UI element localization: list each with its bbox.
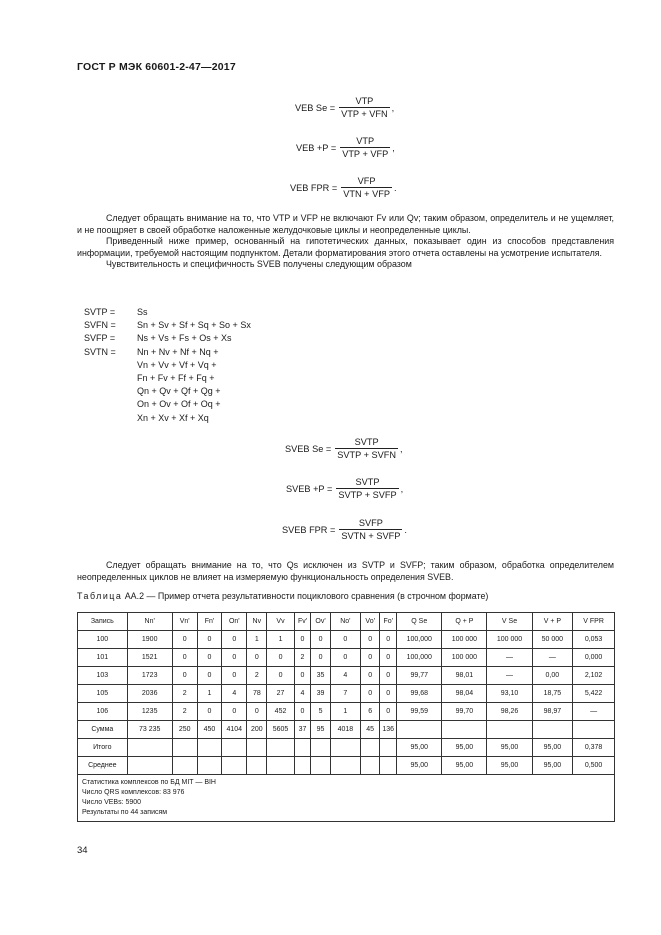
column-header: Запись (78, 613, 128, 631)
results-table (77, 612, 615, 822)
definition-row (84, 306, 251, 319)
table-cell: 93,10 (487, 685, 532, 703)
fraction-numerator: VFP (357, 176, 376, 186)
table-cell: 250 (172, 721, 197, 739)
table-cell: 4018 (330, 721, 360, 739)
table-cell: 99,59 (397, 703, 442, 721)
paragraph: Приведенный ниже пример, основанный на гипотетических данных, показывает один из способов представления информации, требуемой настоящим подпунктом. Детали форматирования этого отчета оставлены на усмотрение испытателя. (77, 236, 614, 258)
table-cell (172, 757, 197, 775)
paragraph: Следует обращать внимание на то, что Qs исключен из SVTP и SVFP; таким образом, обработка определителем неопределенных циклов не влияет на измеряемую функциональность определения SVEB. (77, 560, 614, 582)
table-cell: 0 (247, 703, 267, 721)
definition-key (84, 385, 137, 398)
table-caption-text: АА.2 — Пример отчета результативности поциклового сравнения (в строчном формате) (124, 591, 489, 601)
formula-punctuation: . (404, 524, 407, 535)
table-cell: 0 (267, 649, 294, 667)
table-cell (573, 721, 615, 739)
table-cell (330, 739, 360, 757)
table-cell: 2 (172, 685, 197, 703)
fraction (336, 477, 398, 500)
table-row (78, 631, 615, 649)
table-cell: 0 (380, 685, 397, 703)
table-caption-word: Таблица (77, 591, 123, 601)
definition-key (84, 359, 137, 372)
column-header: Nn' (127, 613, 172, 631)
formula-punctuation: . (393, 182, 397, 193)
definition-key (84, 398, 137, 411)
statistics-cell (78, 775, 615, 822)
column-header: Vo' (361, 613, 380, 631)
formula-punctuation: , (400, 483, 404, 494)
table-cell: 27 (267, 685, 294, 703)
table-cell: 99,77 (397, 667, 442, 685)
column-header: Nv (247, 613, 267, 631)
fraction (341, 176, 392, 199)
table-cell: 0 (247, 649, 267, 667)
table-cell: 6 (361, 703, 380, 721)
table-cell: 0 (330, 631, 360, 649)
table-cell: 98,26 (487, 703, 532, 721)
definition-row (84, 398, 251, 411)
table-cell: 1 (267, 631, 294, 649)
formula (296, 136, 395, 159)
table-cell: 106 (78, 703, 128, 721)
table-cell: 2 (172, 703, 197, 721)
definition-expression: Ss (137, 307, 148, 317)
table-cell: 78 (247, 685, 267, 703)
formula-lhs: SVEB +P = (286, 483, 333, 494)
table-cell: 0 (267, 667, 294, 685)
table-row (78, 667, 615, 685)
formula-punctuation: , (400, 443, 403, 454)
column-header: Ov' (311, 613, 330, 631)
column-header: Q Se (397, 613, 442, 631)
table-cell: 18,75 (532, 685, 573, 703)
statistics-line: Число VEBs: 5900 (82, 799, 142, 806)
table-cell: 0 (197, 667, 222, 685)
table-cell: 35 (311, 667, 330, 685)
table-cell: 0 (380, 649, 397, 667)
table-cell: 0 (197, 631, 222, 649)
definition-row (84, 412, 251, 425)
table-cell (247, 757, 267, 775)
table-cell: 0 (222, 649, 247, 667)
paragraph: Следует обращать внимание на то, что VTP и VFP не включают Fv или Qv; таким образом, определитель и не ущемляет, и не поощряет в своей обработке наложенные желудочковые циклы и неопределенные циклы. (77, 213, 614, 235)
table-cell (380, 757, 397, 775)
table-cell: 0 (172, 631, 197, 649)
definition-expression: Vn + Vv + Vf + Vq + (137, 359, 217, 370)
table-cell: 50 000 (532, 631, 573, 649)
table-cell: 0 (380, 631, 397, 649)
table-cell (222, 757, 247, 775)
table-cell (197, 757, 222, 775)
table-cell: 5,422 (573, 685, 615, 703)
table-cell: 0 (222, 631, 247, 649)
formula-lhs: SVEB FPR = (282, 524, 336, 535)
fraction (335, 437, 398, 460)
definition-expression: Nn + Nv + Nf + Nq + (137, 346, 219, 357)
table-cell: 95,00 (532, 757, 573, 775)
fraction-denominator: SVTP + SVFN (337, 450, 397, 460)
table-cell (380, 739, 397, 757)
table-cell: 450 (197, 721, 222, 739)
column-header: Vv (267, 613, 294, 631)
table-cell (442, 721, 487, 739)
table-cell: 0 (330, 649, 360, 667)
table-cell: 0 (380, 667, 397, 685)
table-cell: 1 (247, 631, 267, 649)
table-cell (532, 721, 573, 739)
table-cell: 98,97 (532, 703, 573, 721)
table-cell: 4 (330, 667, 360, 685)
table-cell: 5 (311, 703, 330, 721)
table-cell: 4 (222, 685, 247, 703)
table-cell (361, 757, 380, 775)
table-cell: 1723 (127, 667, 172, 685)
table-cell: 98,04 (442, 685, 487, 703)
definition-key (84, 372, 137, 385)
formula (286, 477, 403, 500)
paragraph: Чувствительность и специфичность SVEB получены следующим образом (106, 259, 412, 270)
column-header: Fv' (294, 613, 311, 631)
column-header: Fn' (197, 613, 222, 631)
table-cell (294, 739, 311, 757)
table-cell: 100 (78, 631, 128, 649)
column-header: V + P (532, 613, 573, 631)
table-row (78, 649, 615, 667)
paragraph-block-2 (77, 560, 614, 583)
table-cell: 0,00 (532, 667, 573, 685)
statistics-line: Статистика комплексов по БД MIT — BIH (82, 779, 216, 786)
table-cell: 1235 (127, 703, 172, 721)
column-header: No' (330, 613, 360, 631)
statistics-row (78, 775, 615, 822)
table-cell (267, 739, 294, 757)
definition-key: SVFP = (84, 333, 116, 344)
table-cell (311, 739, 330, 757)
table-cell (197, 739, 222, 757)
table-cell: Сумма (78, 721, 128, 739)
table-cell (127, 757, 172, 775)
table-cell: 0 (222, 667, 247, 685)
table-cell: 0 (172, 649, 197, 667)
fraction-denominator: SVTP + SVFP (338, 490, 397, 500)
formula-punctuation: , (391, 102, 395, 113)
fraction-denominator: VTP + VFP (342, 149, 389, 159)
table-cell: 98,01 (442, 667, 487, 685)
table-cell: 2,102 (573, 667, 615, 685)
table-cell: — (487, 649, 532, 667)
column-header: Q + P (442, 613, 487, 631)
table-cell: 99,68 (397, 685, 442, 703)
table-cell: 0 (311, 631, 330, 649)
table-cell: 101 (78, 649, 128, 667)
fraction-denominator: VTP + VFN (341, 109, 388, 119)
table-cell (267, 757, 294, 775)
column-header: V Se (487, 613, 532, 631)
document-header: ГОСТ Р МЭК 60601-2-47—2017 (77, 61, 236, 73)
table-cell: 100 000 (487, 631, 532, 649)
table-cell: 0 (197, 649, 222, 667)
definition-key (84, 412, 137, 425)
table-row (78, 703, 615, 721)
formula (282, 518, 407, 541)
formula-lhs: SVEB Se = (285, 443, 332, 454)
definition-row (84, 385, 251, 398)
table-cell (294, 757, 311, 775)
definition-row (84, 346, 251, 359)
table-cell: 200 (247, 721, 267, 739)
table-cell: 95,00 (397, 739, 442, 757)
table-cell (127, 739, 172, 757)
definition-key: SVTN = (84, 346, 116, 357)
table-cell: 0 (294, 667, 311, 685)
table-cell (361, 739, 380, 757)
column-header: On' (222, 613, 247, 631)
table-cell: 100,000 (397, 649, 442, 667)
fraction-denominator: SVTN + SVFP (341, 531, 401, 541)
fraction-numerator: VTP (356, 136, 375, 146)
definition-expression: Qn + Qv + Qf + Qg + (137, 386, 221, 397)
table-cell: 95,00 (442, 757, 487, 775)
definition-expression: Sn + Sv + Sf + Sq + So + Sx (137, 320, 251, 331)
table-cell (397, 721, 442, 739)
table-cell: 0 (361, 649, 380, 667)
formula-lhs: VEB FPR = (290, 182, 338, 193)
fraction (339, 96, 390, 119)
summary-label: Среднее (78, 757, 128, 775)
table-cell: 0,378 (573, 739, 615, 757)
table-cell: 0,500 (573, 757, 615, 775)
table-cell: 37 (294, 721, 311, 739)
fraction-denominator: VTN + VFP (343, 189, 390, 199)
table-cell (247, 739, 267, 757)
table-cell (172, 739, 197, 757)
summary-row (78, 757, 615, 775)
formula (295, 96, 394, 119)
paragraph-block-1 (77, 213, 614, 271)
table-cell (311, 757, 330, 775)
fraction-numerator: SVTP (355, 477, 380, 487)
svtp-definitions (84, 306, 251, 425)
definition-expression: Fn + Fv + Ff + Fq + (137, 373, 215, 384)
definition-row (84, 332, 251, 345)
definition-expression: Ns + Vs + Fs + Os + Xs (137, 333, 232, 344)
table-cell: 105 (78, 685, 128, 703)
page-number: 34 (77, 845, 88, 856)
definition-expression: On + Ov + Of + Oq + (137, 399, 221, 410)
table-caption (77, 591, 488, 601)
definition-key: SVTP = (84, 307, 116, 317)
table-cell: 4 (294, 685, 311, 703)
fraction-numerator: SVTP (354, 437, 379, 447)
table-cell: 95,00 (442, 739, 487, 757)
definition-key: SVFN = (84, 320, 116, 331)
table-cell: 45 (361, 721, 380, 739)
table-cell: 99,70 (442, 703, 487, 721)
table-cell: 452 (267, 703, 294, 721)
table-cell: 4104 (222, 721, 247, 739)
table-cell: 136 (380, 721, 397, 739)
table-cell: 73 235 (127, 721, 172, 739)
table-header-row (78, 613, 615, 631)
table-cell: 0 (222, 703, 247, 721)
table-row (78, 685, 615, 703)
table-cell: 100 000 (442, 631, 487, 649)
fraction (340, 136, 390, 159)
table-row (78, 721, 615, 739)
table-cell: 7 (330, 685, 360, 703)
table-cell: 95 (311, 721, 330, 739)
table-cell: 0 (380, 703, 397, 721)
table-cell: — (532, 649, 573, 667)
table-cell: 100,000 (397, 631, 442, 649)
formula-punctuation: , (392, 142, 395, 153)
column-header: Fo' (380, 613, 397, 631)
table-cell: 2 (294, 649, 311, 667)
formula (290, 176, 397, 199)
summary-row (78, 739, 615, 757)
table-cell: 103 (78, 667, 128, 685)
table-cell: 0 (294, 703, 311, 721)
table-cell: 0 (172, 667, 197, 685)
statistics-line: Число QRS комплексов: 83 976 (82, 789, 185, 796)
table-cell: — (487, 667, 532, 685)
table-cell: 95,00 (487, 739, 532, 757)
column-header: Vn' (172, 613, 197, 631)
definition-row (84, 372, 251, 385)
fraction-numerator: VTP (355, 96, 374, 106)
fraction (339, 518, 402, 541)
table-cell: 100 000 (442, 649, 487, 667)
table-cell: 95,00 (532, 739, 573, 757)
table-cell: 1 (330, 703, 360, 721)
table-cell: 0 (361, 685, 380, 703)
table-cell: 1521 (127, 649, 172, 667)
table-cell: 0,000 (573, 649, 615, 667)
table-cell: 0 (361, 631, 380, 649)
table-cell: 0 (294, 631, 311, 649)
definition-row (84, 359, 251, 372)
summary-label: Итого (78, 739, 128, 757)
table-cell (222, 739, 247, 757)
formula (285, 437, 403, 460)
statistics-line: Результаты по 44 записям (82, 809, 168, 816)
column-header: V FPR (573, 613, 615, 631)
table-cell: 1900 (127, 631, 172, 649)
table-cell: — (573, 703, 615, 721)
table-cell (487, 721, 532, 739)
table-cell: 0,053 (573, 631, 615, 649)
table-cell: 0 (197, 703, 222, 721)
table-cell: 0 (361, 667, 380, 685)
table-cell: 95,00 (487, 757, 532, 775)
formula-lhs: VEB Se = (295, 102, 336, 113)
fraction-numerator: SVFP (358, 518, 383, 528)
definition-expression: Xn + Xv + Xf + Xq (137, 412, 209, 423)
definition-row (84, 319, 251, 332)
table-cell: 2 (247, 667, 267, 685)
table-cell: 95,00 (397, 757, 442, 775)
formula-lhs: VEB +P = (296, 142, 337, 153)
table-cell: 0 (311, 649, 330, 667)
table-cell: 5605 (267, 721, 294, 739)
table-cell: 39 (311, 685, 330, 703)
table-cell (330, 757, 360, 775)
table-cell: 2036 (127, 685, 172, 703)
table-cell: 1 (197, 685, 222, 703)
